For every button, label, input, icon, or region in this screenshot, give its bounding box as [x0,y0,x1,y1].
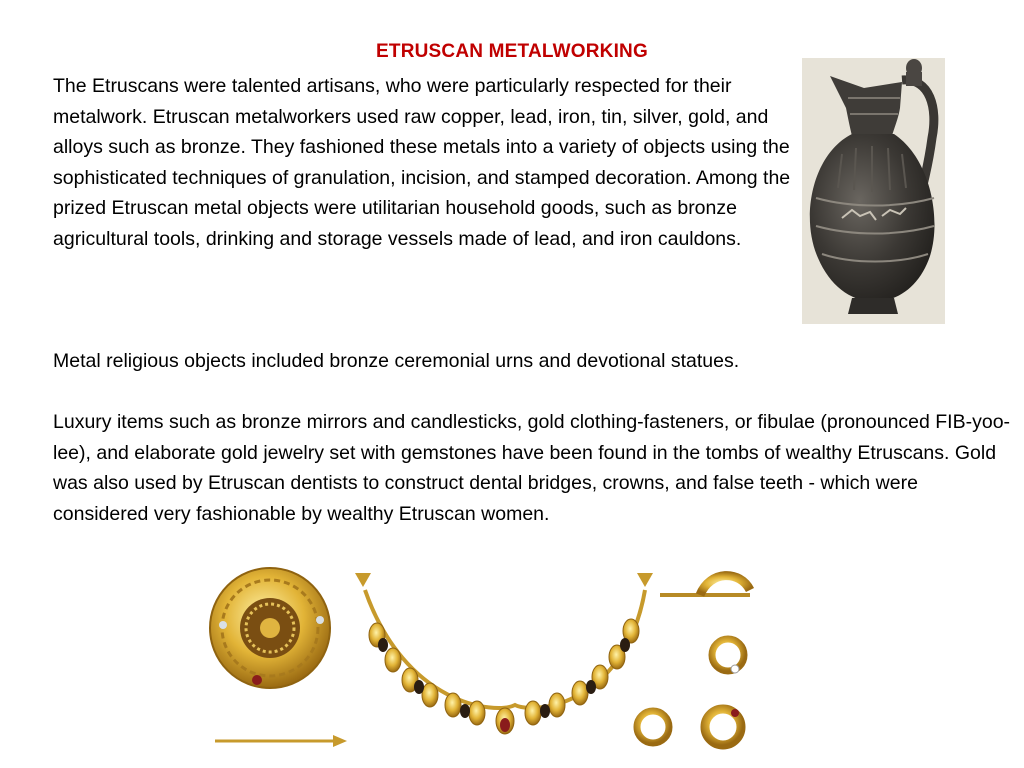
paragraph-luxury-items: Luxury items such as bronze mirrors and candlesticks, gold clothing-fasteners, or fibulae (pronounced FIB-yoo-lee), and elaborate gold jewelry set with gemstones have been found in the tombs of wealthy Etruscans. Gold was also used by Etruscan dentists to construct dental bridges, crowns, and false teeth - which were considered very fashionable by wealthy Etruscan women. [53,411,1011,525]
slide-title: ETRUSCAN METALWORKING [376,41,648,62]
etruscan-jug-image [802,58,945,324]
gold-earrings [637,639,744,745]
paragraph-religious-objects: Metal religious objects included bronze ceremonial urns and devotional statues. [53,350,740,372]
gold-pin [215,735,347,747]
gold-fibula [660,576,750,595]
etruscan-jewelry-image [205,565,775,760]
gold-disk-brooch [210,568,330,688]
gold-necklace [355,573,653,734]
paragraph-metalwork: The Etruscans were talented artisans, who were particularly respected for their metalwork. Etruscan metalworkers used raw copper, lead, iron, tin, silver, gold, and alloys such as bronze. They fashioned these metals into a variety of objects using the sophisticated techniques of granulation, incision, and stamped decoration. Among the prized Etruscan metal objects were utilitarian household goods, such as bronze agricultural tools, drinking and storage vessels made of lead, and iron cauldons. [53,75,791,250]
